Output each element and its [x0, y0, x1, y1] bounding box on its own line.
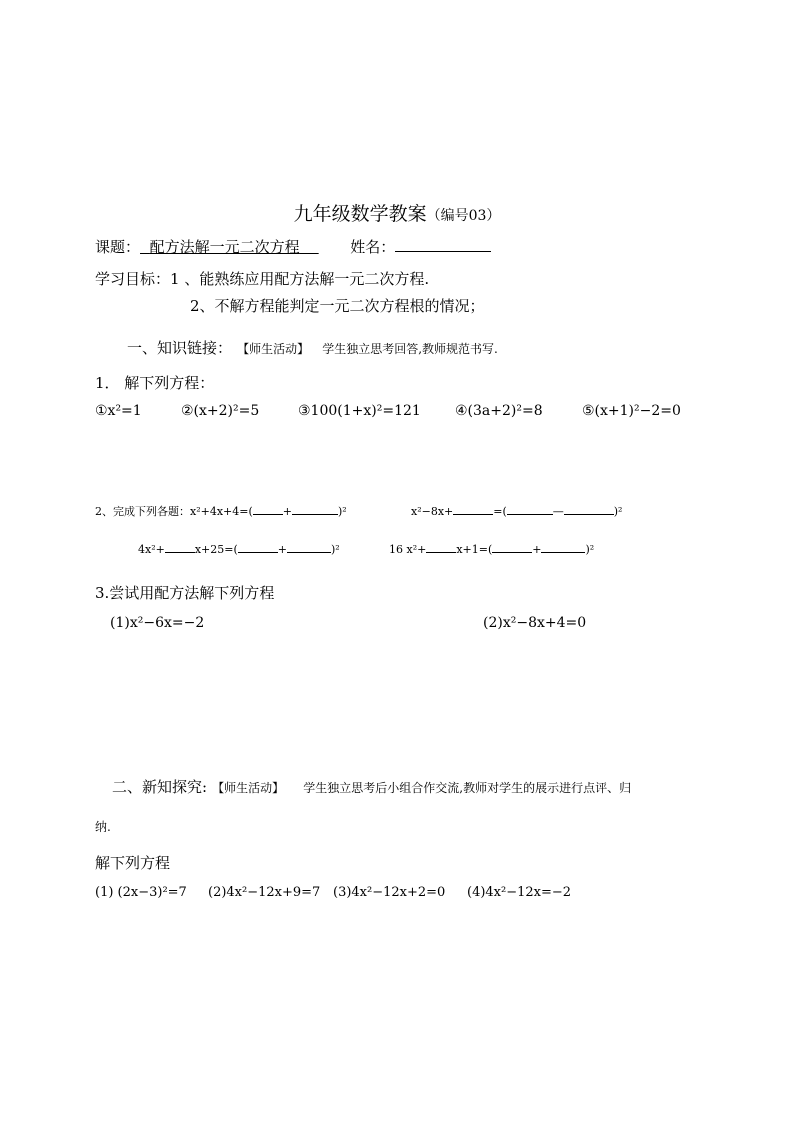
q2-line-1a: 2、完成下列各题：x²+4x+4=( + )²	[95, 502, 347, 519]
title-code: （编号03）	[426, 208, 501, 224]
q1-label: 1． 解下列方程：	[95, 374, 215, 392]
section1-header	[127, 337, 498, 358]
section1-heading: 一、知识链接：	[127, 339, 233, 357]
section2-tag: 【师生活动】	[212, 781, 285, 795]
q2-blank	[238, 540, 278, 553]
section1-desc: 学生独立思考回答,教师规范书写.	[322, 342, 498, 356]
page-title	[0, 199, 794, 226]
q4-item-2: (2)4x²−12x+9=7	[208, 885, 321, 900]
section2-desc-1: 学生独立思考后小组合作交流,教师对学生的展示进行点评、归	[303, 781, 632, 795]
q2-blank	[292, 502, 338, 515]
goal-item-2: 2、不解方程能判定一元二次方程根的情况；	[190, 297, 485, 315]
q2-blank	[507, 502, 553, 515]
q1-item-3: ③100(1+x)²=121	[298, 403, 421, 419]
q2-label: 2、完成下列各题：	[95, 505, 190, 518]
q2-blank	[492, 540, 532, 553]
q4-item-1: (1) (2x−3)²=7	[95, 885, 187, 900]
q3-item-1: (1)x²−6x=−2	[110, 615, 205, 631]
topic-value: 配方法解一元二次方程	[149, 238, 300, 256]
q1-item-5: ⑤(x+1)²−2=0	[582, 403, 681, 419]
topic-line	[95, 236, 491, 257]
q2-line-1b: x²−8x+ =( — )²	[411, 502, 622, 518]
q2-line-2a: 4x²+ x+25=( + )²	[138, 540, 340, 556]
q1-item-1: ①x²=1	[95, 403, 142, 419]
name-blank	[395, 239, 491, 252]
goals-label: 学习目标：	[95, 270, 171, 288]
topic-label: 课题：	[95, 238, 141, 256]
section1-tag: 【师生活动】	[237, 342, 310, 356]
q2-blank	[453, 502, 493, 515]
q2-blank	[426, 540, 456, 553]
q1-item-2: ②(x+2)²=5	[181, 403, 260, 419]
q1-item-4: ④(3a+2)²=8	[455, 403, 543, 419]
q2-blank	[564, 502, 614, 515]
q2-line-2b: 16 x²+ x+1=( + )²	[389, 540, 594, 556]
name-label: 姓名：	[350, 238, 396, 256]
q4-label: 解下列方程	[95, 854, 171, 872]
title-text: 九年级数学教案	[293, 203, 427, 225]
goal-line-1	[95, 268, 429, 289]
goal-item-1: 1 、能熟练应用配方法解一元二次方程.	[170, 270, 430, 288]
q4-item-4: (4)4x²−12x=−2	[467, 885, 572, 900]
q4-item-3: (3)4x²−12x+2=0	[333, 885, 446, 900]
section2-header	[112, 776, 631, 797]
q2-blank	[541, 540, 585, 553]
q2-blank	[253, 502, 283, 515]
section2-heading: 二、新知探究:	[112, 778, 208, 796]
q2-blank	[287, 540, 331, 553]
section2-desc-2: 纳.	[95, 820, 111, 834]
q3-label: 3.尝试用配方法解下列方程	[95, 584, 275, 602]
q3-item-2: (2)x²−8x+4=0	[483, 615, 587, 631]
q2-blank	[165, 540, 195, 553]
